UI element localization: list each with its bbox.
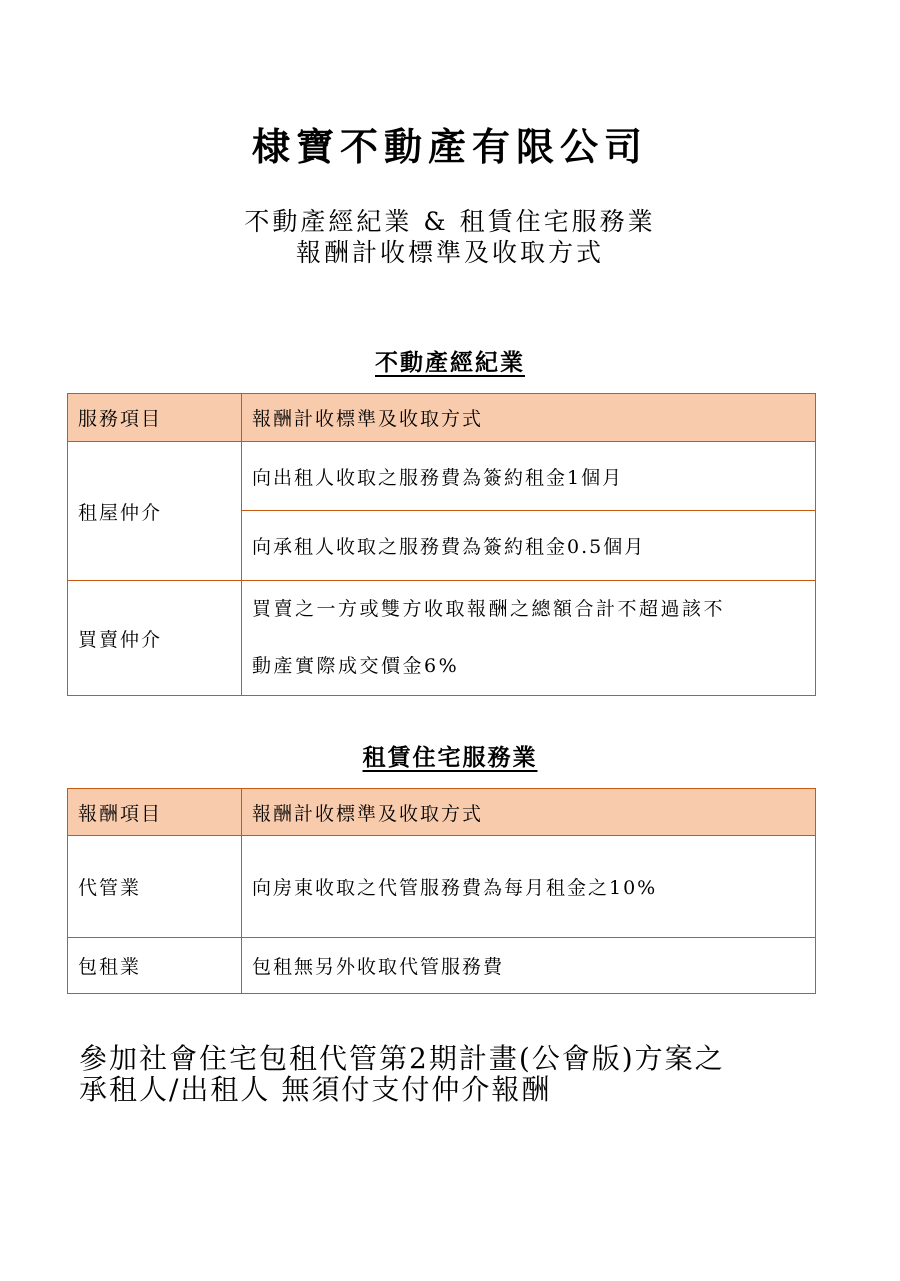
footnote-line-1: 參加社會住宅包租代管第2期計畫(公會版)方案之 <box>79 1042 725 1075</box>
row-label-sublease: 包租業 <box>68 938 242 994</box>
table-row <box>68 581 816 696</box>
sale-fee-text <box>242 581 816 696</box>
footnote-line-2: 承租人/出租人 無須付支付仲介報酬 <box>79 1073 552 1106</box>
row-label-rental-brokerage: 租屋仲介 <box>68 442 242 581</box>
brokerage-fee-table <box>67 393 816 696</box>
rental-service-section-title: 租賃住宅服務業 <box>362 745 538 771</box>
table-row <box>68 938 816 994</box>
header-fee-standard: 報酬計收標準及收取方式 <box>242 789 816 836</box>
rental-tenant-fee: 向承租人收取之服務費為簽約租金0.5個月 <box>242 511 816 581</box>
company-title: 棣寶不動產有限公司 <box>251 125 648 169</box>
table-header-row <box>68 394 816 442</box>
rental-service-fee-table <box>67 788 816 994</box>
subtitle-line-2: 報酬計收標準及收取方式 <box>295 238 604 267</box>
row-label-management: 代管業 <box>68 836 242 938</box>
footnote <box>79 1043 859 1105</box>
sublease-fee-text: 包租無另外收取代管服務費 <box>242 938 816 994</box>
brokerage-section-title: 不動產經紀業 <box>375 350 525 376</box>
header-fee-item: 報酬項目 <box>68 789 242 836</box>
table-row <box>68 836 816 938</box>
management-fee-text: 向房東收取之代管服務費為每月租金之10% <box>242 836 816 938</box>
sale-fee-line-2: 動產實際成交價金6% <box>252 655 460 677</box>
document-subtitle <box>0 206 900 268</box>
row-label-sale-brokerage: 買賣仲介 <box>68 581 242 696</box>
table-row <box>68 442 816 511</box>
table-header-row <box>68 789 816 836</box>
rental-landlord-fee: 向出租人收取之服務費為簽約租金1個月 <box>242 442 816 511</box>
header-service-item: 服務項目 <box>68 394 242 442</box>
subtitle-line-1: 不動產經紀業 & 租賃住宅服務業 <box>244 207 656 236</box>
header-fee-standard: 報酬計收標準及收取方式 <box>242 394 816 442</box>
sale-fee-line-1: 買賣之一方或雙方收取報酬之總額合計不超過該不 <box>252 598 726 620</box>
